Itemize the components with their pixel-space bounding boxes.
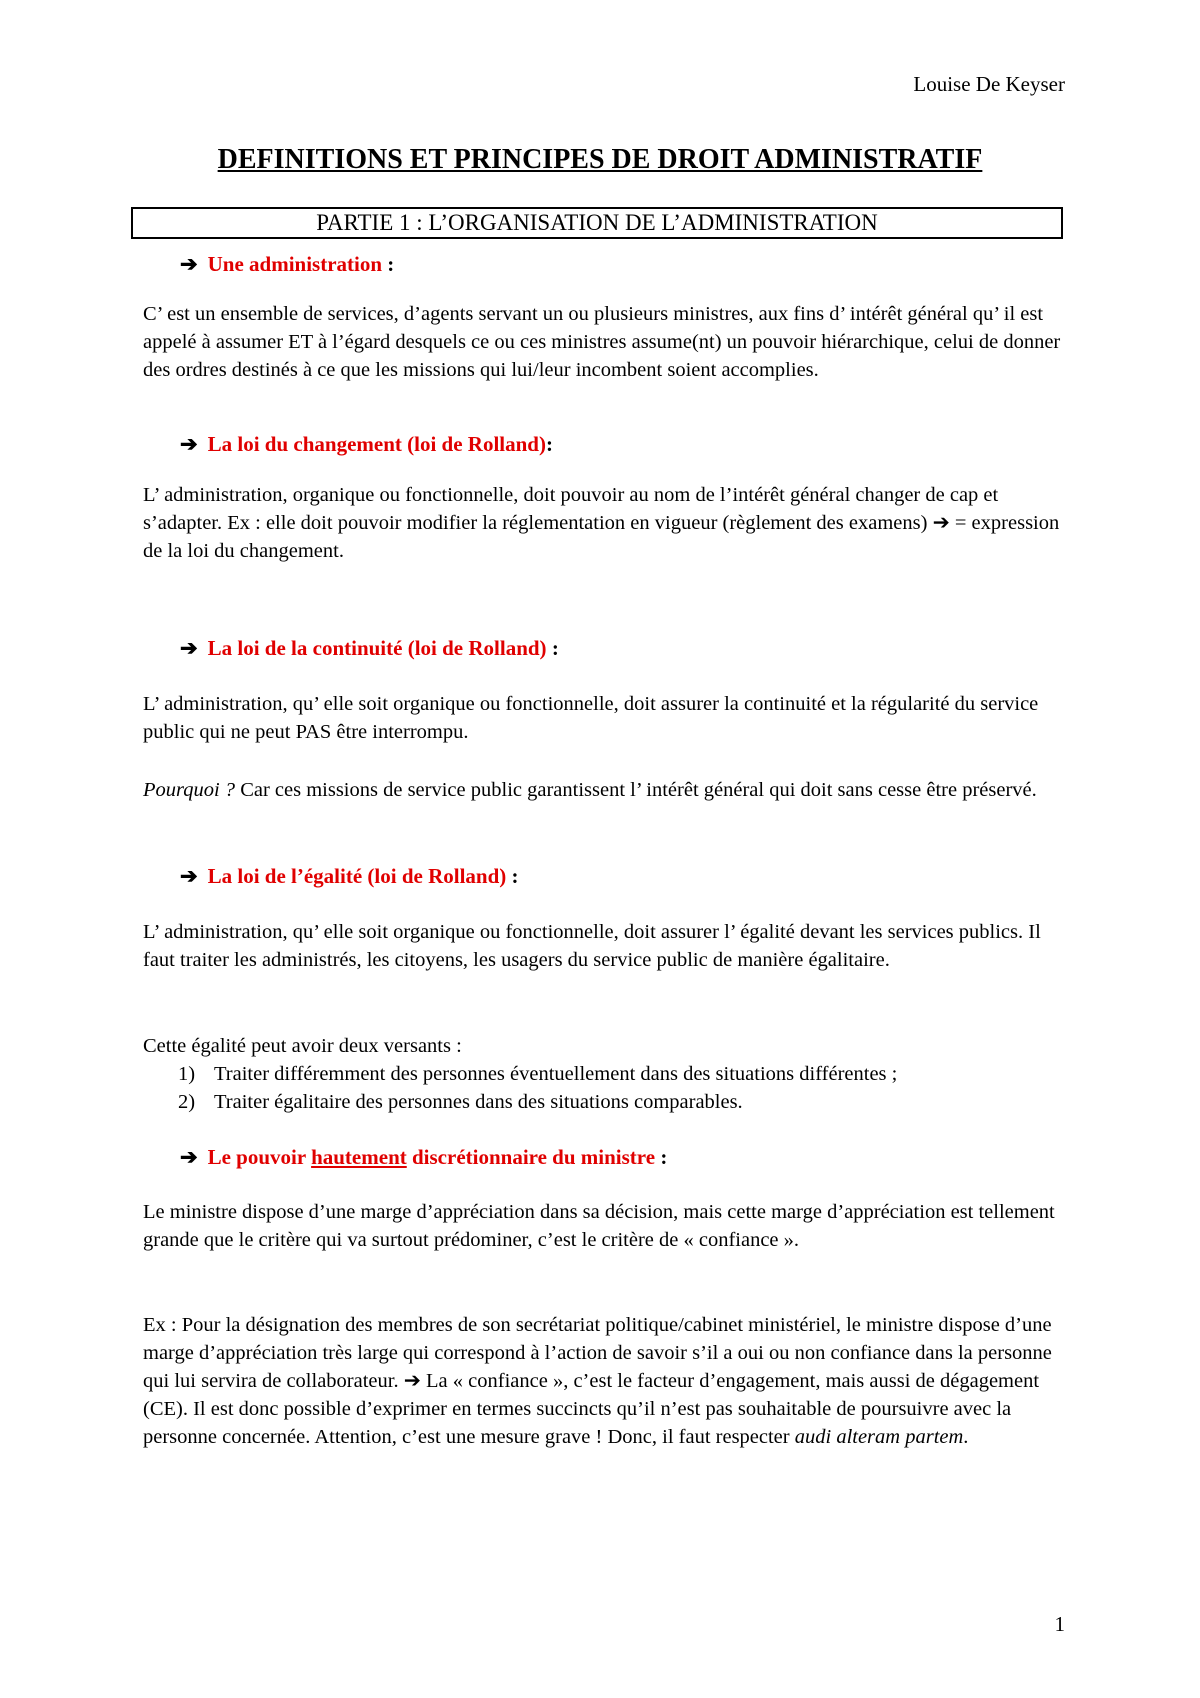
- paragraph-pouvoir-discretionnaire: Le ministre dispose d’une marge d’appréciation dans sa décision, mais cette marge d’appréciation est tellement grande que le critère qui va surtout prédominer, c’est le critère de « confiance ».: [143, 1201, 1055, 1251]
- arrow-right-icon: ➔: [180, 432, 198, 456]
- part-title-box: [131, 207, 1063, 239]
- arrow-right-icon: ➔: [180, 252, 198, 276]
- paragraph-exemple-confiance: Ex : Pour la désignation des membres de son secrétariat politique/cabinet ministériel, le ministre dispose d’une marge d’appréciation très large qui correspond à l’action de savoir s’il a oui ou non confiance dans la personne qui lui servira de collaborateur. ➔ La « confiance », c’est le facteur d’engagement, mais aussi de dégagement (CE). Il est donc possible d’exprimer en termes succincts qu’il n’est pas souhaitable de poursuivre avec la personne concernée. Attention, c’est une mesure grave ! Donc, il faut respecter audi alteram partem.: [143, 1314, 1052, 1448]
- arrow-right-icon: ➔: [932, 512, 950, 534]
- paragraph-loi-changement: L’ administration, organique ou fonctionnelle, doit pouvoir au nom de l’intérêt général changer de cap et s’adapter. Ex : elle doit pouvoir modifier la réglementation en vigueur (règlement des examens) ➔ = expression de la loi du changement.: [143, 484, 1060, 562]
- section-heading-administration: ➔ Une administration :: [180, 252, 395, 276]
- section-heading-pouvoir-discretionnaire: ➔ Le pouvoir hautement discrétionnaire du ministre :: [180, 1145, 668, 1169]
- document-title: DEFINITIONS ET PRINCIPES DE DROIT ADMINISTRATIF: [217, 144, 983, 175]
- paragraph-loi-continuite: L’ administration, qu’ elle soit organique ou fonctionnelle, doit assurer la continuité et la régularité du service public qui ne peut PAS être interrompu.: [143, 693, 1039, 743]
- arrow-right-icon: ➔: [180, 636, 198, 660]
- arrow-right-icon: ➔: [180, 1145, 198, 1169]
- section-heading-loi-changement: ➔ La loi du changement (loi de Rolland):: [180, 432, 553, 456]
- header-author: Louise De Keyser: [913, 72, 1065, 96]
- part-title: PARTIE 1 : L’ORGANISATION DE L’ADMINISTRATION: [316, 210, 878, 235]
- section-heading-loi-continuite: ➔ La loi de la continuité (loi de Rolland) :: [180, 636, 559, 660]
- page-number: 1: [1054, 1612, 1065, 1636]
- paragraph-pourquoi: Pourquoi ? Car ces missions de service public garantissent l’ intérêt général qui doit sans cesse être préservé.: [143, 779, 1037, 801]
- section-heading-loi-egalite: ➔ La loi de l’égalité (loi de Rolland) :: [180, 864, 519, 888]
- paragraph-administration-definition: C’ est un ensemble de services, d’agents servant un ou plusieurs ministres, aux fins d’ intérêt général qu’ il est appelé à assumer ET à l’égard desquels ce ou ces ministres assume(nt) un pouvoir hiérarchique, celui de donner des ordres destinés à ce que les missions qui lui/leur incombent soient accomplies.: [143, 303, 1061, 381]
- paragraph-loi-egalite: L’ administration, qu’ elle soit organique ou fonctionnelle, doit assurer l’ égalité devant les services publics. Il faut traiter les administrés, les citoyens, les usagers du service public de manière égalitaire.: [143, 921, 1041, 971]
- list-item: 1) Traiter différemment des personnes éventuellement dans des situations différentes ;: [178, 1063, 898, 1085]
- arrow-right-icon: ➔: [180, 864, 198, 888]
- paragraph-versants-intro: Cette égalité peut avoir deux versants :: [143, 1035, 462, 1057]
- arrow-right-icon: ➔: [403, 1370, 421, 1392]
- list-item: 2) Traiter égalitaire des personnes dans des situations comparables.: [178, 1091, 743, 1113]
